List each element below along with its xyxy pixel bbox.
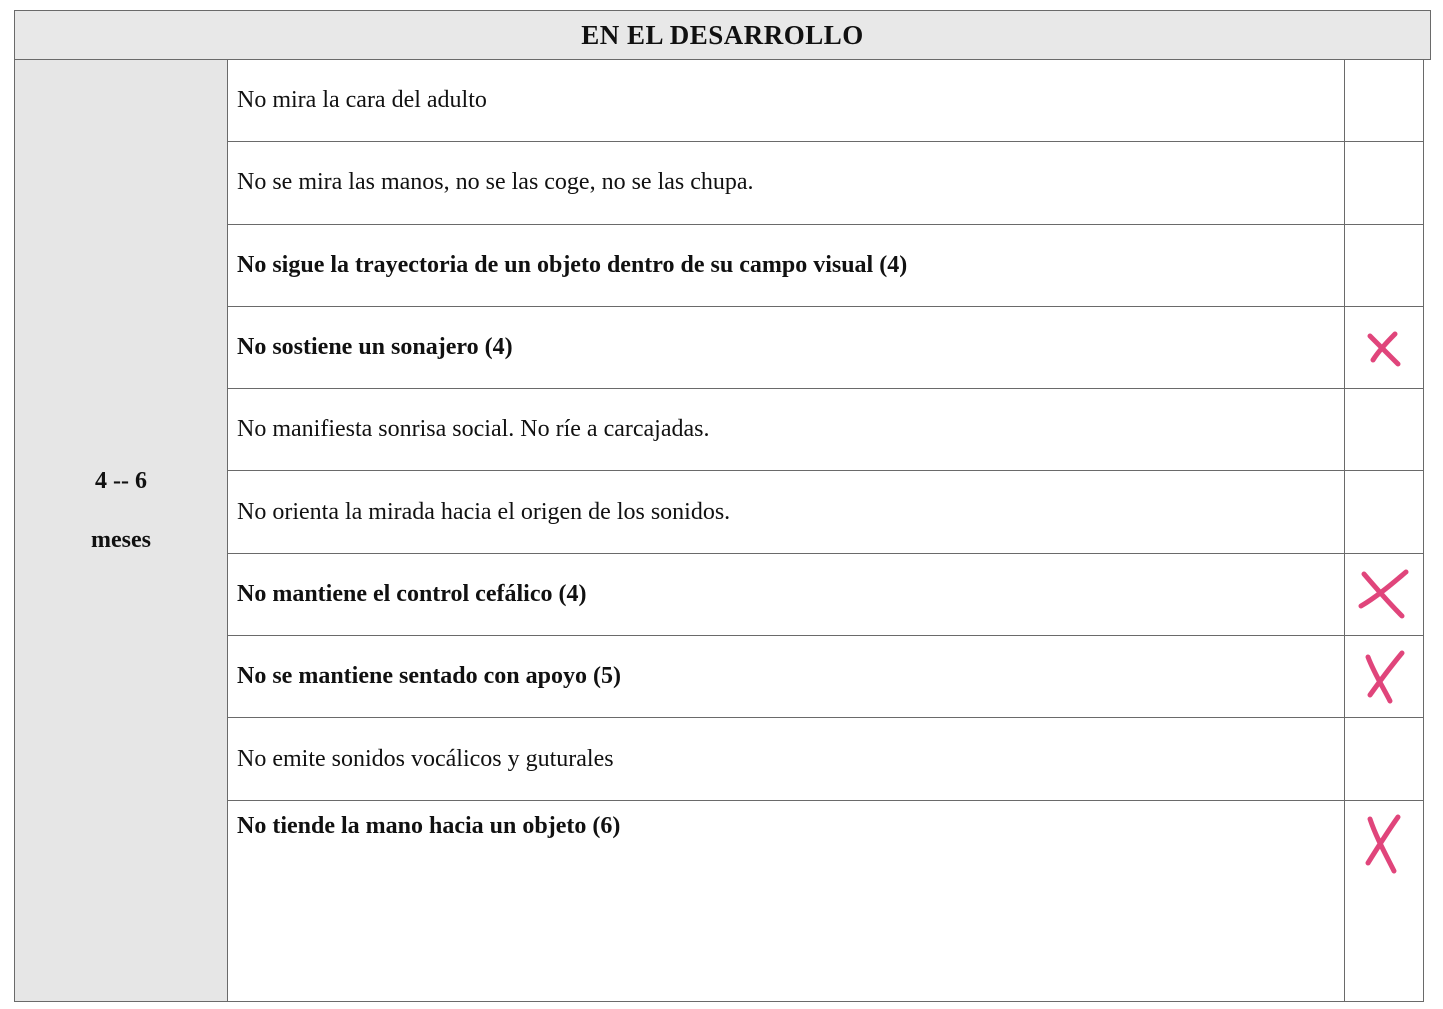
milestone-text: No tiende la mano hacia un objeto (6) xyxy=(228,801,1345,1001)
development-table xyxy=(14,10,1431,1002)
milestone-text: No se mantiene sentado con apoyo (5) xyxy=(228,636,1345,717)
milestone-row xyxy=(228,307,1423,389)
check-cell[interactable] xyxy=(1345,636,1423,717)
milestone-row xyxy=(228,636,1423,718)
milestone-row xyxy=(228,554,1423,636)
check-cell[interactable] xyxy=(1345,389,1423,470)
check-cell[interactable] xyxy=(1345,471,1423,552)
milestone-text: No sigue la trayectoria de un objeto dentro de su campo visual (4) xyxy=(228,225,1345,306)
milestone-row xyxy=(228,471,1423,553)
check-cell[interactable] xyxy=(1345,60,1423,141)
table-body xyxy=(14,60,1424,1002)
milestone-text: No orienta la mirada hacia el origen de los sonidos. xyxy=(228,471,1345,552)
x-mark-icon xyxy=(1364,328,1404,368)
age-range: 4 -- 6 xyxy=(95,467,147,494)
check-cell[interactable] xyxy=(1345,225,1423,306)
check-cell[interactable] xyxy=(1345,801,1423,1001)
x-mark-icon xyxy=(1362,813,1406,875)
age-group-cell xyxy=(15,60,228,1001)
age-unit: meses xyxy=(91,526,151,553)
milestone-row xyxy=(228,60,1423,142)
milestone-text: No mantiene el control cefálico (4) xyxy=(228,554,1345,635)
check-cell[interactable] xyxy=(1345,307,1423,388)
milestone-row xyxy=(228,225,1423,307)
milestone-text: No manifiesta sonrisa social. No ríe a carcajadas. xyxy=(228,389,1345,470)
milestone-text: No sostiene un sonajero (4) xyxy=(228,307,1345,388)
milestone-row xyxy=(228,389,1423,471)
milestone-rows xyxy=(228,60,1423,1001)
milestone-text: No se mira las manos, no se las coge, no se las chupa. xyxy=(228,142,1345,223)
milestone-row xyxy=(228,142,1423,224)
milestone-row xyxy=(228,801,1423,1001)
check-cell[interactable] xyxy=(1345,718,1423,799)
x-mark-icon xyxy=(1356,566,1412,622)
check-cell[interactable] xyxy=(1345,142,1423,223)
x-mark-icon xyxy=(1360,649,1408,705)
check-cell[interactable] xyxy=(1345,554,1423,635)
milestone-row xyxy=(228,718,1423,800)
milestone-text: No emite sonidos vocálicos y guturales xyxy=(228,718,1345,799)
milestone-text: No mira la cara del adulto xyxy=(228,60,1345,141)
section-title: EN EL DESARROLLO xyxy=(14,10,1431,60)
